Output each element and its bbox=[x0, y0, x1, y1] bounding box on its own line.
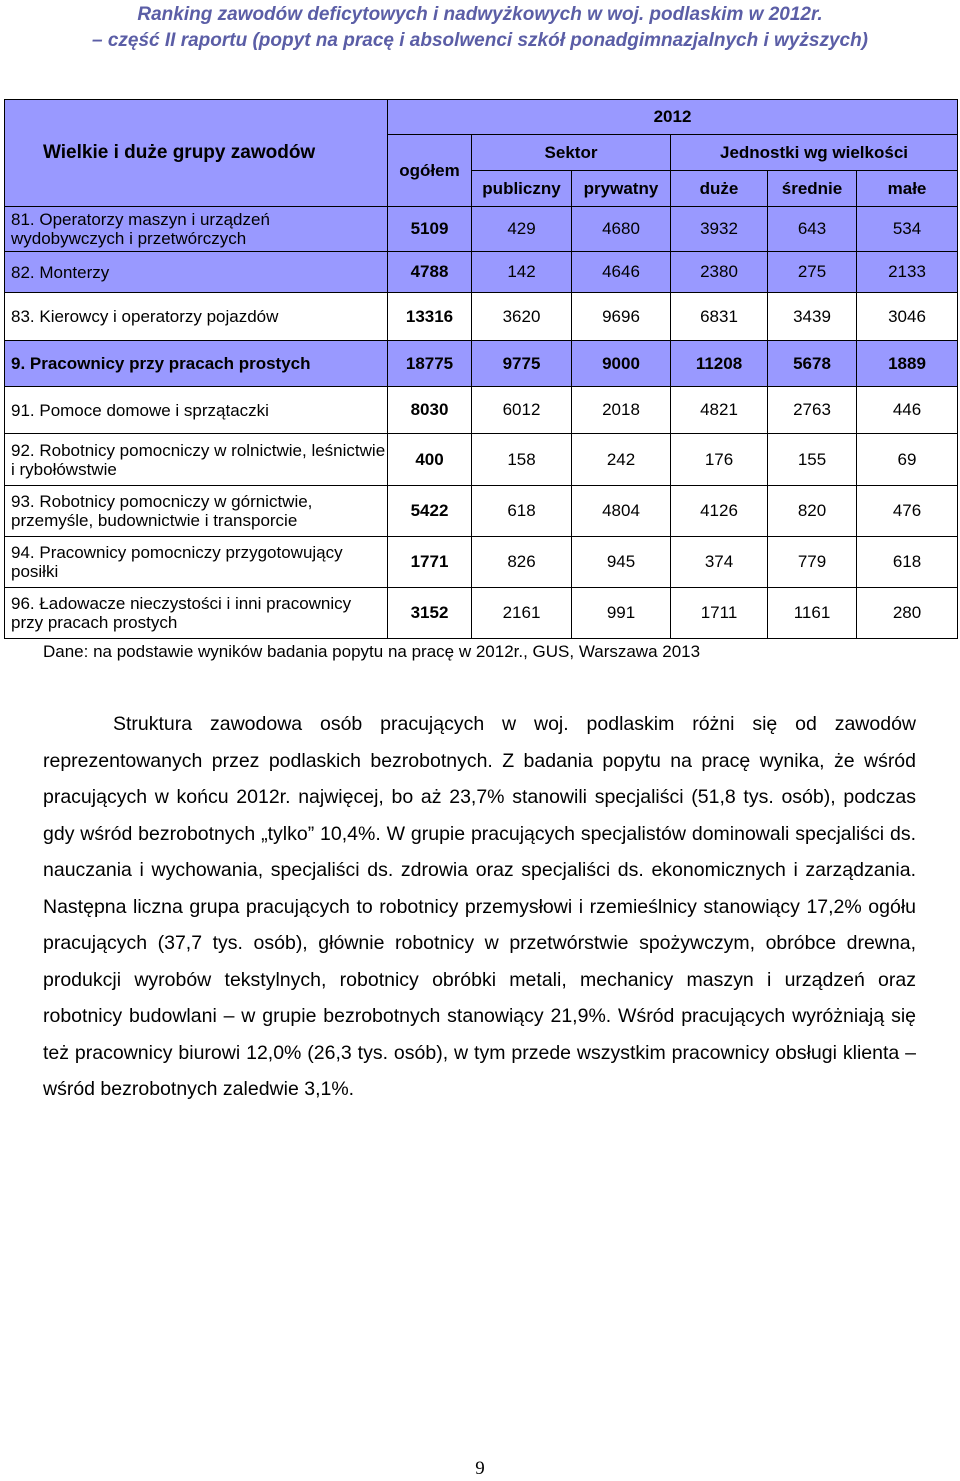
row-name: 9. Pracownicy przy pracach prostych bbox=[5, 341, 388, 387]
row-name: 83. Kierowcy i operatorzy pojazdów bbox=[5, 293, 388, 341]
row-total: 5422 bbox=[388, 486, 472, 537]
public-header: publiczny bbox=[472, 171, 572, 207]
row-large: 6831 bbox=[671, 293, 768, 341]
table-row bbox=[5, 293, 958, 341]
row-public: 826 bbox=[472, 537, 572, 588]
table-source-note: Dane: na podstawie wyników badania popytu na pracę w 2012r., GUS, Warszawa 2013 bbox=[43, 642, 701, 661]
row-medium: 2763 bbox=[768, 387, 857, 434]
table-row bbox=[5, 252, 958, 293]
row-public: 9775 bbox=[472, 341, 572, 387]
row-public: 3620 bbox=[472, 293, 572, 341]
row-small: 1889 bbox=[857, 341, 958, 387]
row-total: 18775 bbox=[388, 341, 472, 387]
row-name: 94. Pracownicy pomocniczy przygotowujący posiłki bbox=[5, 537, 388, 588]
row-public: 6012 bbox=[472, 387, 572, 434]
row-name: 92. Robotnicy pomocniczy w rolnictwie, leśnictwie i rybołówstwie bbox=[5, 434, 388, 486]
occupation-table bbox=[4, 99, 958, 639]
row-public: 618 bbox=[472, 486, 572, 537]
row-name: 96. Ładowacze nieczystości i inni pracownicy przy pracach prostych bbox=[5, 588, 388, 639]
row-medium: 779 bbox=[768, 537, 857, 588]
table-row bbox=[5, 588, 958, 639]
row-total: 13316 bbox=[388, 293, 472, 341]
row-public: 2161 bbox=[472, 588, 572, 639]
row-small: 3046 bbox=[857, 293, 958, 341]
row-public: 142 bbox=[472, 252, 572, 293]
row-small: 446 bbox=[857, 387, 958, 434]
row-name: 81. Operatorzy maszyn i urządzeń wydobywczych i przetwórczych bbox=[5, 207, 388, 252]
row-total: 5109 bbox=[388, 207, 472, 252]
row-large: 176 bbox=[671, 434, 768, 486]
row-medium: 155 bbox=[768, 434, 857, 486]
row-name: 91. Pomoce domowe i sprzątaczki bbox=[5, 387, 388, 434]
table-row bbox=[5, 434, 958, 486]
body-text bbox=[43, 706, 916, 1108]
sector-header: Sektor bbox=[472, 135, 671, 171]
row-name: 82. Monterzy bbox=[5, 252, 388, 293]
small-header: małe bbox=[857, 171, 958, 207]
row-small: 476 bbox=[857, 486, 958, 537]
row-small: 2133 bbox=[857, 252, 958, 293]
table-row bbox=[5, 387, 958, 434]
row-large: 2380 bbox=[671, 252, 768, 293]
row-private: 4646 bbox=[572, 252, 671, 293]
row-large: 11208 bbox=[671, 341, 768, 387]
row-total: 8030 bbox=[388, 387, 472, 434]
row-private: 242 bbox=[572, 434, 671, 486]
header-subtitle: – część II raportu (popyt na pracę i absolwenci szkół ponadgimnazjalnych i wyższych) bbox=[91, 30, 869, 51]
table-row bbox=[5, 341, 958, 387]
row-medium: 643 bbox=[768, 207, 857, 252]
row-large: 1711 bbox=[671, 588, 768, 639]
row-name: 93. Robotnicy pomocniczy w górnictwie, przemyśle, budownictwie i transporcie bbox=[5, 486, 388, 537]
row-total: 3152 bbox=[388, 588, 472, 639]
row-large: 374 bbox=[671, 537, 768, 588]
row-total: 4788 bbox=[388, 252, 472, 293]
row-total: 1771 bbox=[388, 537, 472, 588]
row-private: 4680 bbox=[572, 207, 671, 252]
row-small: 534 bbox=[857, 207, 958, 252]
row-medium: 275 bbox=[768, 252, 857, 293]
header-title: Ranking zawodów deficytowych i nadwyżkowych w woj. podlaskim w 2012r. bbox=[137, 4, 823, 25]
row-large: 3932 bbox=[671, 207, 768, 252]
row-private: 991 bbox=[572, 588, 671, 639]
row-private: 9696 bbox=[572, 293, 671, 341]
row-public: 429 bbox=[472, 207, 572, 252]
row-medium: 5678 bbox=[768, 341, 857, 387]
row-private: 9000 bbox=[572, 341, 671, 387]
year-header: 2012 bbox=[388, 100, 958, 135]
table-row bbox=[5, 537, 958, 588]
row-large: 4821 bbox=[671, 387, 768, 434]
table-row bbox=[5, 486, 958, 537]
large-header: duże bbox=[671, 171, 768, 207]
row-small: 618 bbox=[857, 537, 958, 588]
medium-header: średnie bbox=[768, 171, 857, 207]
row-medium: 3439 bbox=[768, 293, 857, 341]
private-header: prywatny bbox=[572, 171, 671, 207]
row-large: 4126 bbox=[671, 486, 768, 537]
body-paragraph: Struktura zawodowa osób pracujących w woj. podlaskim różni się od zawodów reprezentowanych przez podlaskich bezrobotnych. Z badania popytu na pracę wynika, że wśród pracujących w końcu 2012r. najwięcej, bo aż 23,7% stanowili specjaliści (51,8 tys. osób), podczas gdy wśród bezrobotnych „tylko” 10,4%. W grupie pracujących specjalistów dominowali specjaliści ds. nauczania i wychowania, specjaliści ds. zdrowia oraz specjaliści ds. ekonomicznych i zarządzania. Następna liczna grupa pracujących to robotnicy przemysłowi i rzemieślnicy stanowiący 17,2% ogółu pracujących (37,7 tys. osób), głównie robotnicy w przetwórstwie spożywczym, obróbce drewna, produkcji wyrobów tekstylnych, robotnicy obróbki metali, mechanicy maszyn i urządzeń oraz robotnicy budowlani – w grupie bezrobotnych stanowiący 21,9%. Wśród pracujących wyróżniają się też pracownicy biurowi 12,0% (26,3 tys. osób), w tym przede wszystkim pracownicy obsługi klienta – wśród bezrobotnych zaledwie 3,1%. bbox=[43, 713, 916, 1100]
document-header bbox=[0, 2, 960, 54]
row-private: 2018 bbox=[572, 387, 671, 434]
occupation-table-container bbox=[4, 99, 957, 639]
row-small: 280 bbox=[857, 588, 958, 639]
table-row bbox=[5, 207, 958, 252]
row-private: 945 bbox=[572, 537, 671, 588]
page-number: 9 bbox=[475, 1458, 485, 1479]
size-header: Jednostki wg wielkości bbox=[671, 135, 958, 171]
row-private: 4804 bbox=[572, 486, 671, 537]
row-total: 400 bbox=[388, 434, 472, 486]
group-header-cell: Wielkie i duże grupy zawodów bbox=[5, 100, 388, 207]
row-medium: 820 bbox=[768, 486, 857, 537]
row-medium: 1161 bbox=[768, 588, 857, 639]
total-header: ogółem bbox=[388, 135, 472, 207]
row-public: 158 bbox=[472, 434, 572, 486]
row-small: 69 bbox=[857, 434, 958, 486]
